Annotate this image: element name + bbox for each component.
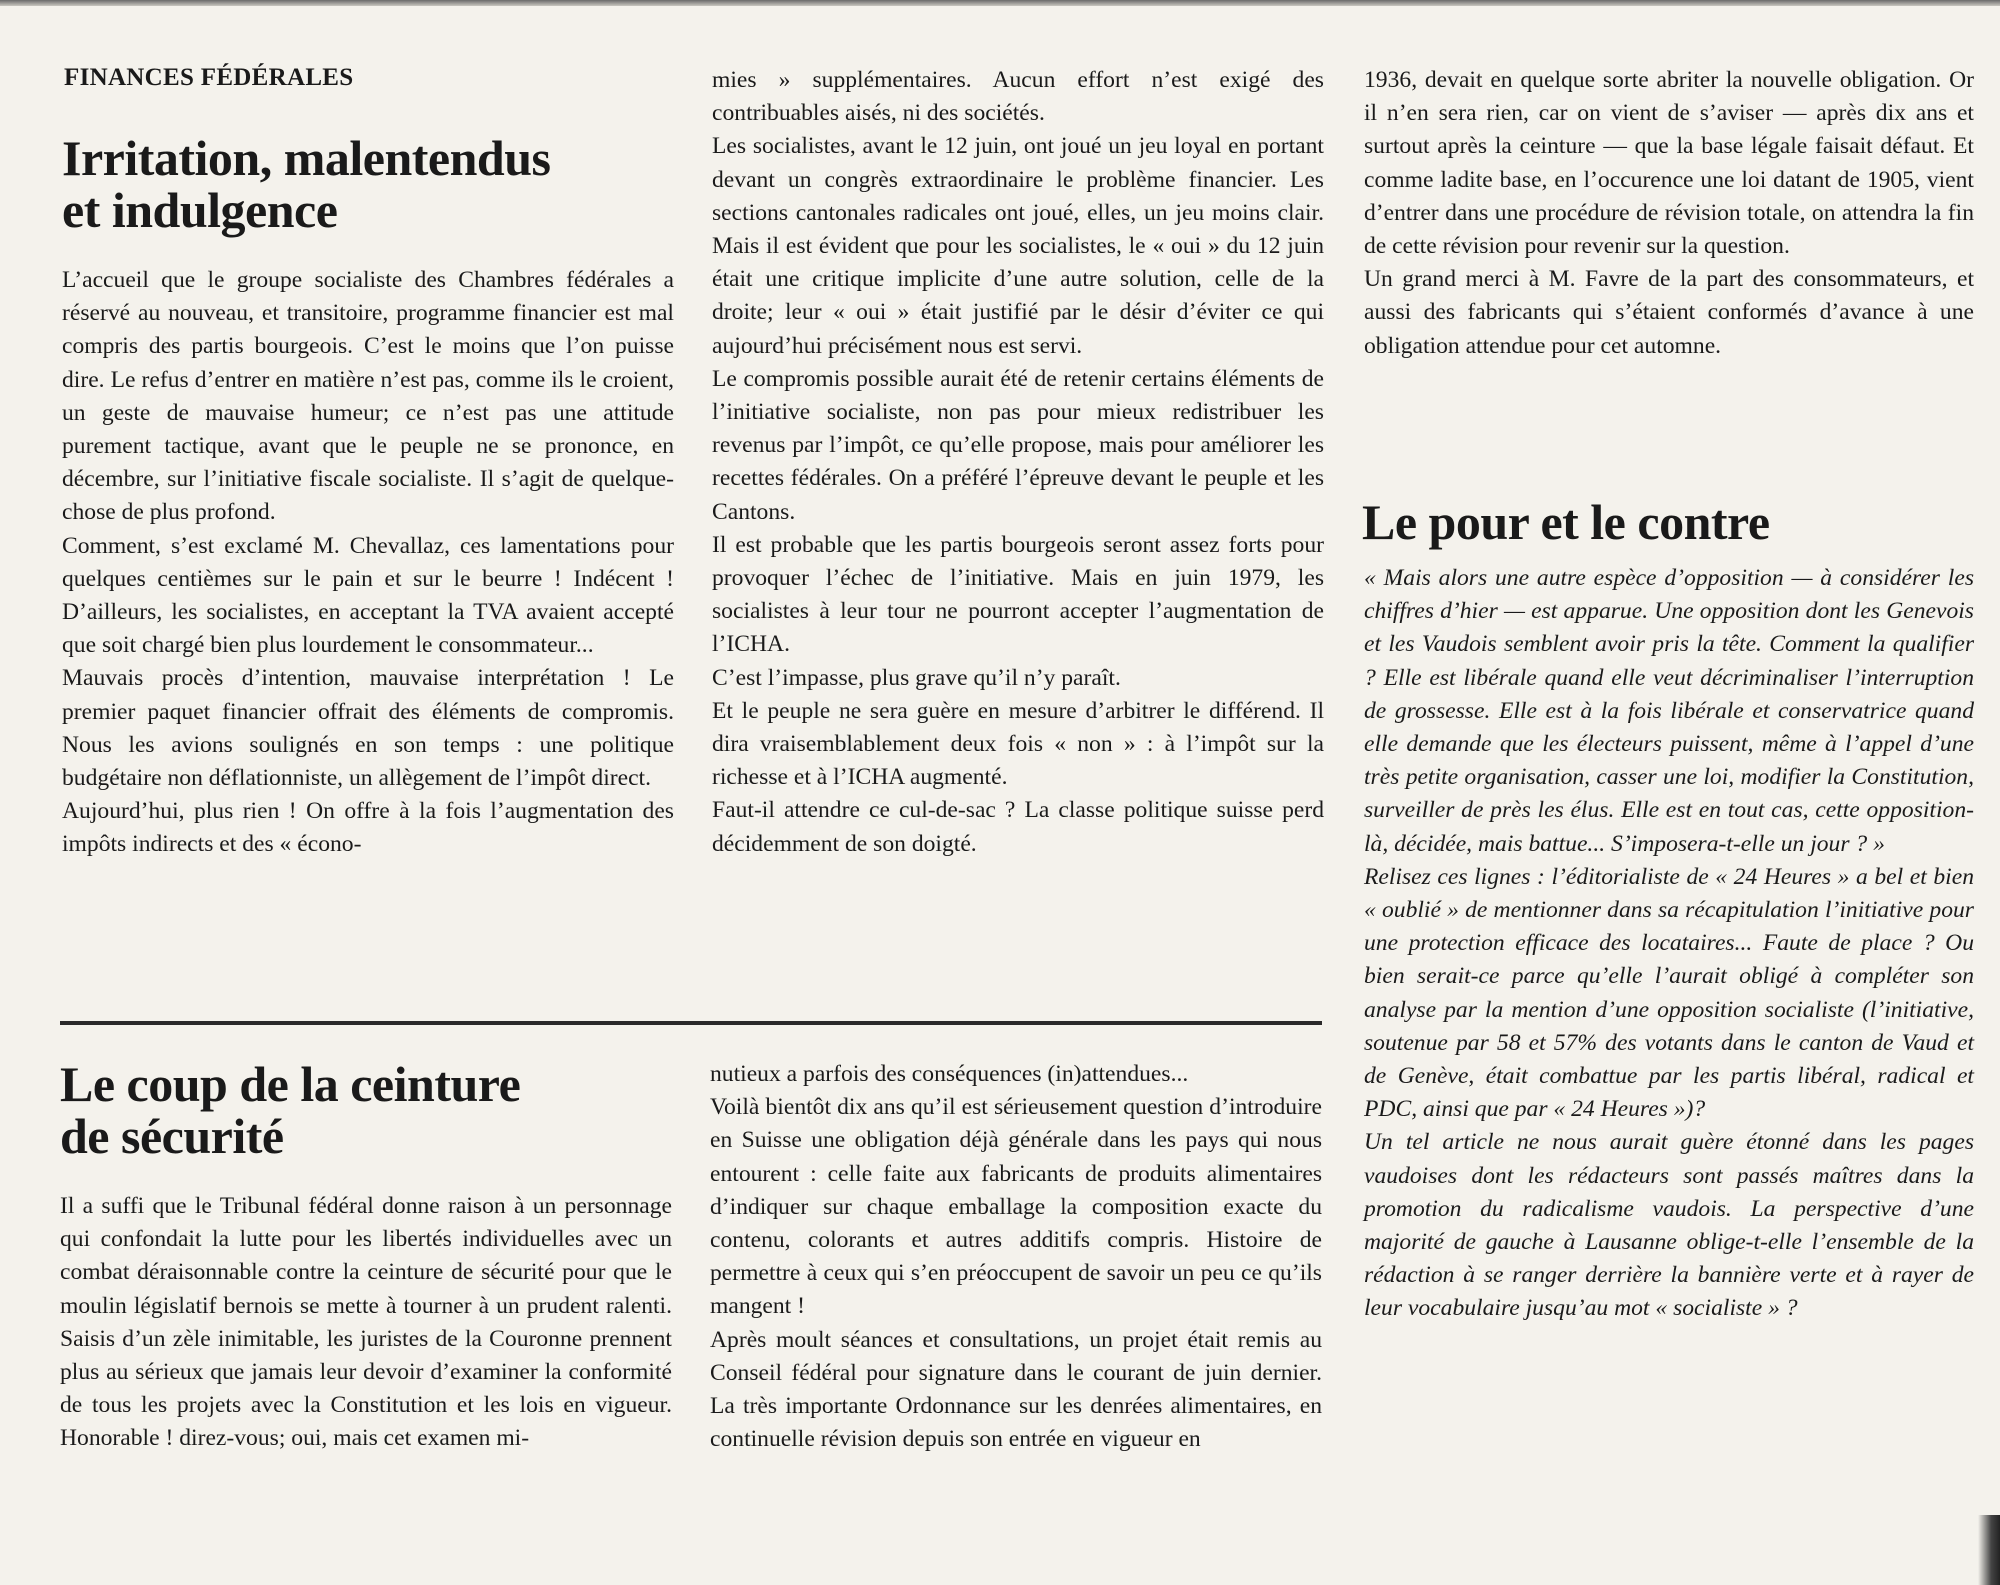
article3-headline: Le pour et le contre: [1362, 494, 1770, 550]
section-label: FINANCES FÉDÉRALES: [64, 64, 354, 91]
article3-column: [1364, 562, 1974, 1326]
article2-column-2: [710, 1058, 1322, 1456]
article1-headline: [62, 132, 551, 236]
article1-paragraph: L’accueil que le groupe socialiste des Chambres fédérales a réservé au nouveau, et transitoire, programme financier est mal compris des partis bourgeois. C’est le moins que l’on puisse dire. Le refus d’entrer en matière n’est pas, comme ils le croient, un geste de mauvaise humeur; ce n’est pas une attitude purement tactique, avant que le peuple ne se prononce, en décembre, sur l’initiative fiscale socialiste. Il s’agit de quelque-chose de plus profond.: [62, 267, 674, 526]
article2-paragraph: 1936, devait en quelque sorte abriter la nouvelle obligation. Or il n’en sera rien, car on vient de s’aviser — après dix ans et surtout après la ceinture — que la base légale faisait défaut. Et comme ladite base, en l’occurence une loi datant de 1905, vient d’entrer dans une procédure de révision totale, on attendra la fin de cette révision pour revenir sur la question.: [1364, 67, 1974, 260]
article1-column-2: [712, 64, 1324, 861]
article1-title-line1: Irritation, malentendus: [62, 130, 551, 186]
article2-paragraph: Après moult séances et consultations, un projet était remis au Conseil fédéral pour signature dans le courant de juin dernier. La très importante Ordonnance sur les denrées alimentaires, en continuelle révision depuis son entrée en vigueur en: [710, 1326, 1322, 1453]
article2-title-line1: Le coup de la ceinture: [60, 1056, 521, 1112]
article2-headline: [60, 1058, 520, 1162]
article3-paragraph: « Mais alors une autre espèce d’opposition — à considérer les chiffres d’hier — est apparue. Une opposition dont les Genevois et les Vaudois semblent avoir pris la tête. Comment la qualifier ? Elle est libérale quand elle veut décriminaliser l’interruption de grossesse. Elle est à la fois libérale et conservatrice quand elle demande que les électeurs puissent, même à l’appel d’une très petite organisation, casser une loi, modifier la Constitution, surveiller de près les élus. Elle est en tout cas, cette opposition-là, décidée, mais battue... S’imposera-t-elle un jour ? »: [1364, 565, 1974, 857]
article1-paragraph: Faut-il attendre ce cul-de-sac ? La classe politique suisse perd décidemment de son doigté.: [712, 797, 1324, 857]
article2-paragraph: nutieux a parfois des conséquences (in)attendues...: [710, 1061, 1189, 1087]
article1-paragraph: Comment, s’est exclamé M. Chevallaz, ces lamentations pour quelques centièmes sur le pain et sur le beurre ! Indécent ! D’ailleurs, les socialistes, en acceptant la TVA avaient accepté que soit chargé bien plus lourdement le consommateur...: [62, 532, 674, 659]
article1-paragraph: C’est l’impasse, plus grave qu’il n’y paraît.: [712, 664, 1121, 691]
article1-paragraph: Et le peuple ne sera guère en mesure d’arbitrer le différend. Il dira vraisemblablement deux fois « non » : à l’impôt sur la richesse et à l’ICHA augmenté.: [712, 697, 1324, 791]
article1-title-line2: et indulgence: [62, 182, 338, 238]
page-top-edge: [0, 0, 2000, 6]
article2-column-3: [1364, 64, 1974, 363]
article3-paragraph: Relisez ces lignes : l’éditorialiste de « 24 Heures » a bel et bien « oublié » de mentionner dans sa récapitulation l’initiative pour une protection efficace des locataires... Faute de place ? Ou bien serait-ce parce qu’elle l’aurait obligé à compléter son analyse par la mention d’une opposition socialiste (l’initiative, soutenue par 58 et 57% des votants dans le canton de Vaud et de Genève, était combattue par les partis libéral, radical et PDC, ainsi que par « 24 Heures »)?: [1364, 863, 1974, 1123]
article2-paragraph: Voilà bientôt dix ans qu’il est sérieusement question d’introduire en Suisse une obligation déjà générale dans les pays qui nous entourent : celle faite aux fabricants de produits alimentaires d’indiquer sur chaque emballage la composition exacte du contenu, colorants et autres additifs compris. Histoire de permettre à ceux qui s’en préoccupent de savoir un peu ce qu’ils mangent !: [710, 1094, 1322, 1320]
article2-paragraph: Un grand merci à M. Favre de la part des consommateurs, et aussi des fabricants qui s’étaient conformés d’avance à une obligation attendue pour cet automne.: [1364, 266, 1974, 359]
page-corner-shadow: [1978, 1515, 2000, 1585]
article3-paragraph: Un tel article ne nous aurait guère étonné dans les pages vaudoises dont les rédacteurs sont passés maîtres dans la promotion du radicalisme vaudois. La perspective d’une majorité de gauche à Lausanne oblige-t-elle l’ensemble de la rédaction à se ranger derrière la bannière verte et à rayer de leur vocabulaire jusqu’au mot « socialiste » ?: [1364, 1129, 1974, 1322]
article1-paragraph: Mauvais procès d’intention, mauvaise interprétation ! Le premier paquet financier offrait des éléments de compromis. Nous les avions soulignés en son temps : une politique budgétaire non déflationniste, un allègement de l’impôt direct.: [62, 665, 674, 792]
article2-column-1: [60, 1190, 672, 1456]
article1-paragraph: Le compromis possible aurait été de retenir certains éléments de l’initiative socialiste, non pas pour mieux redistribuer les revenus par l’impôt, ce qu’elle propose, mais pour améliorer les recettes fédérales. On a préféré l’épreuve devant le peuple et les Cantons.: [712, 365, 1324, 525]
article2-title-line2: de sécurité: [60, 1108, 284, 1164]
article1-paragraph: Les socialistes, avant le 12 juin, ont joué un jeu loyal en portant devant un congrès extraordinaire le problème financier. Les sections cantonales radicales ont joué, elles, un jeu moins clair. Mais il est évident que pour les socialistes, le « oui » du 12 juin était une critique implicite d’une autre solution, celle de la droite; leur « oui » était justifié par le désir d’éviter ce qui aujourd’hui précisément nous est servi.: [712, 133, 1324, 359]
article1-paragraph: Aujourd’hui, plus rien ! On offre à la fois l’augmentation des impôts indirects et des « écono-: [62, 798, 674, 858]
article1-paragraph: mies » supplémentaires. Aucun effort n’est exigé des contribuables aisés, ni des sociétés.: [712, 67, 1324, 127]
article2-paragraph: Il a suffi que le Tribunal fédéral donne raison à un personnage qui confondait la lutte pour les libertés individuelles avec un combat déraisonnable contre la ceinture de sécurité pour que le moulin législatif bernois se mette à tourner à un prudent ralenti. Saisis d’un zèle inimitable, les juristes de la Couronne prennent plus au sérieux que jamais leur devoir d’examiner la conformité de tous les projets avec la Constitution et les lois en vigueur. Honorable ! direz-vous; oui, mais cet examen mi-: [60, 1193, 672, 1452]
article1-paragraph: Il est probable que les partis bourgeois seront assez forts pour provoquer l’échec de l’initiative. Mais en juin 1979, les socialistes à leur tour ne pourront accepter l’augmentation de l’ICHA.: [712, 531, 1324, 658]
section-divider: [60, 1021, 1322, 1025]
article1-column-1: [62, 264, 674, 862]
